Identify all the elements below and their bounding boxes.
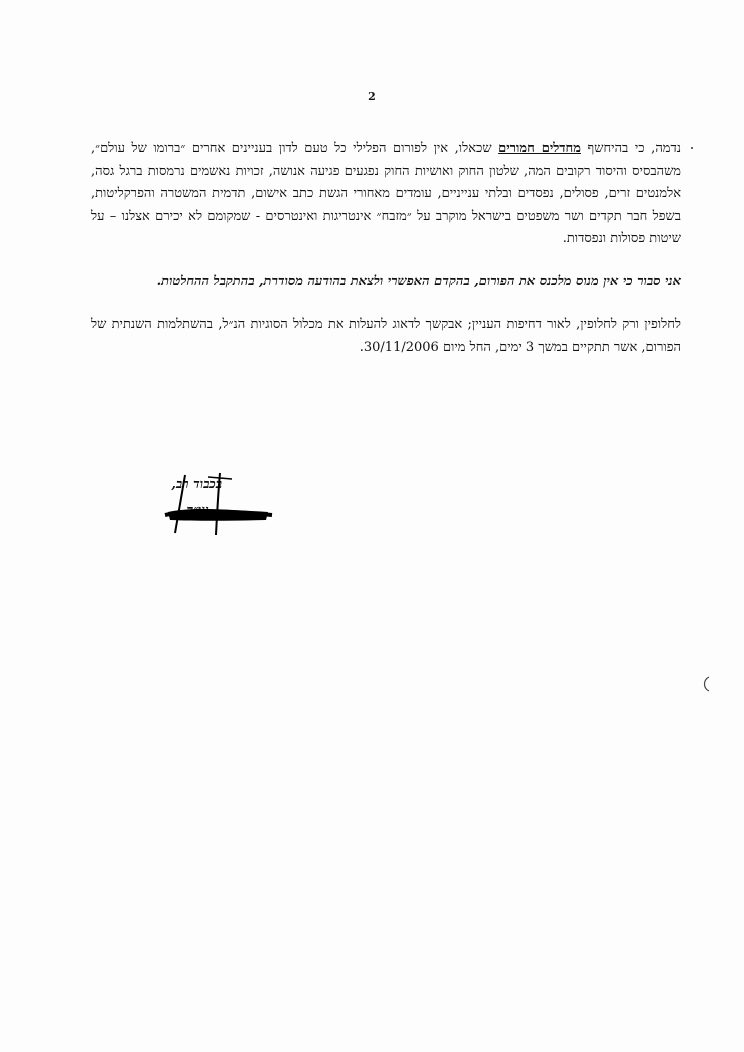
paragraph-1-intro: נדמה, כי בהיחשף bbox=[580, 141, 681, 156]
paragraph-1 bbox=[91, 138, 681, 251]
closing-salutation: בכבוד רב, bbox=[171, 477, 222, 492]
paragraph-2: אני סבור כי אין מנוס מלכנס את הפורום, בהקדם האפשרי ולצאת בהודעה מסודרת, בהתקבל ההחלטות. bbox=[156, 274, 681, 289]
paragraph-1-body: שכאלו, אין לפורום הפלילי כל טעם לדון בעניינים אחרים ״ברומו של עולם״, משהבסיס והיסוד רקובים המה, שלטון החוק ואושיות החוק נפגעים פגיעה אנושה, זכויות נאשמים נרמסות ברגל גסה, אלמנטים זרים, פסולים, נפסדים ובלתי ענייניים, עומדים מאחורי הגשת כתב אישום, תדמית המשטרה והפרקליטות, בשפל חבר תקדים ושר משפטים בישראל מוקרב על ״מזבח״ אינטריגות ואינטרסים - שמקומם לא יכירם אצלנו – על שיטות פסולות ונפסדות. bbox=[91, 141, 681, 246]
paragraph-3: לחלופין ורק לחלופין, לאור דחיפות העניין; אבקשך לדאוג להעלות את מכלול הסוגיות הנ״ל, בהשתלמות השנתית של הפורום, אשר תתקיים במשך 3 ימים, החל מיום 30/11/2006. bbox=[91, 317, 681, 355]
signature-redaction-icon bbox=[160, 465, 275, 535]
margin-tick-icon bbox=[690, 146, 694, 150]
paragraph-1-emphasis: מחדלים חמורים bbox=[498, 141, 581, 156]
margin-bracket-icon bbox=[700, 676, 712, 692]
page-number: 2 bbox=[368, 90, 376, 103]
